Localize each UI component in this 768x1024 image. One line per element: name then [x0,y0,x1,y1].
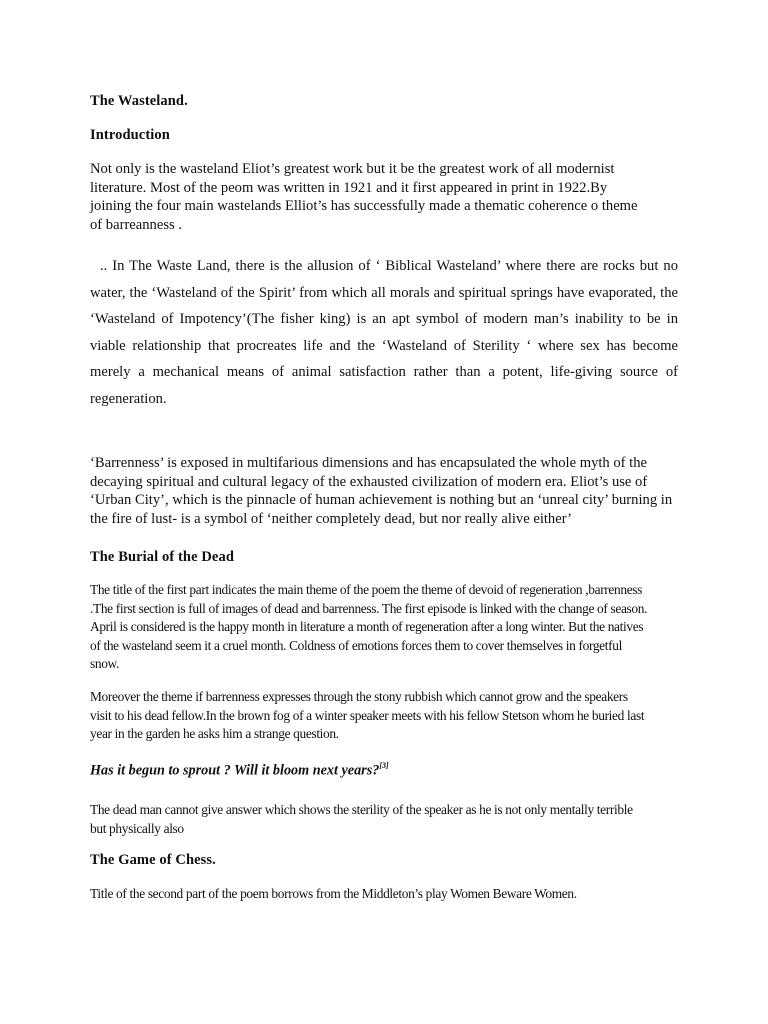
introduction-heading: Introduction [90,127,170,143]
introduction-paragraph: Not only is the wasteland Eliot’s greatest work but it be the greatest work of all modernist literature. Most of the peom was written in 1921 and it first appeared in print in 1922.By joining the four main wastelands Elliot’s has successfully made a thematic coherence o theme of barreanness . [90,161,638,234]
document-title: The Wasteland. [90,93,188,109]
poem-quote-text: Has it begun to sprout ? Will it bloom next years? [90,762,380,779]
allusion-paragraph-text: .. In The Waste Land, there is the allusion of ‘ Biblical Wasteland’ where there are rocks but no water, the ‘Wasteland of the Spirit’ from which all morals and spiritual springs have evaporated, the ‘Wasteland of Impotency’(The fisher king) is an apt symbol of modern man’s inability to be in viable relationship that procreates life and the ‘Wasteland of Sterility ‘ where sex has become merely a mechanical means of animal satisfaction rather than a potent, life-giving source of regeneration. [90,258,678,407]
poem-quote [90,762,389,780]
game-of-chess-heading: The Game of Chess. [90,852,216,868]
dead-man-paragraph: The dead man cannot give answer which shows the sterility of the speaker as he is not only mentally terrible but physically also [90,802,633,836]
burial-of-the-dead-heading: The Burial of the Dead [90,549,234,565]
burial-paragraph-1: The title of the first part indicates the main theme of the poem the theme of devoid of regeneration ,barrenness .The first section is full of images of dead and barrenness. The first episode is linked with the change of season. April is considered is the happy month in literature a month of regeneration after a long winter. But the natives of the wasteland seem it a cruel month. Coldness of emotions forces them to cover themselves in forgetful snow. [90,582,648,672]
barrenness-paragraph: ‘Barrenness’ is exposed in multifarious dimensions and has encapsulated the whole myth of the decaying spiritual and cultural legacy of the exhausted civilization of modern era. Eliot’s use of ‘Urban City’, which is the pinnacle of human achievement is nothing but an ‘unreal city’ burning in the fire of lust- is a symbol of ‘neither completely dead, but nor really alive either’ [90,455,673,528]
allusion-paragraph [90,253,678,412]
burial-paragraph-2: Moreover the theme if barrenness expresses through the stony rubbish which cannot grow and the speakers visit to his dead fellow.In the brown fog of a winter speaker meets with his fellow Stetson whom he buried last year in the garden he asks him a strange question. [90,689,645,742]
game-of-chess-paragraph: Title of the second part of the poem borrows from the Middleton’s play Women Beware Women. [90,886,577,901]
footnote-reference-link[interactable]: [3] [379,761,389,770]
